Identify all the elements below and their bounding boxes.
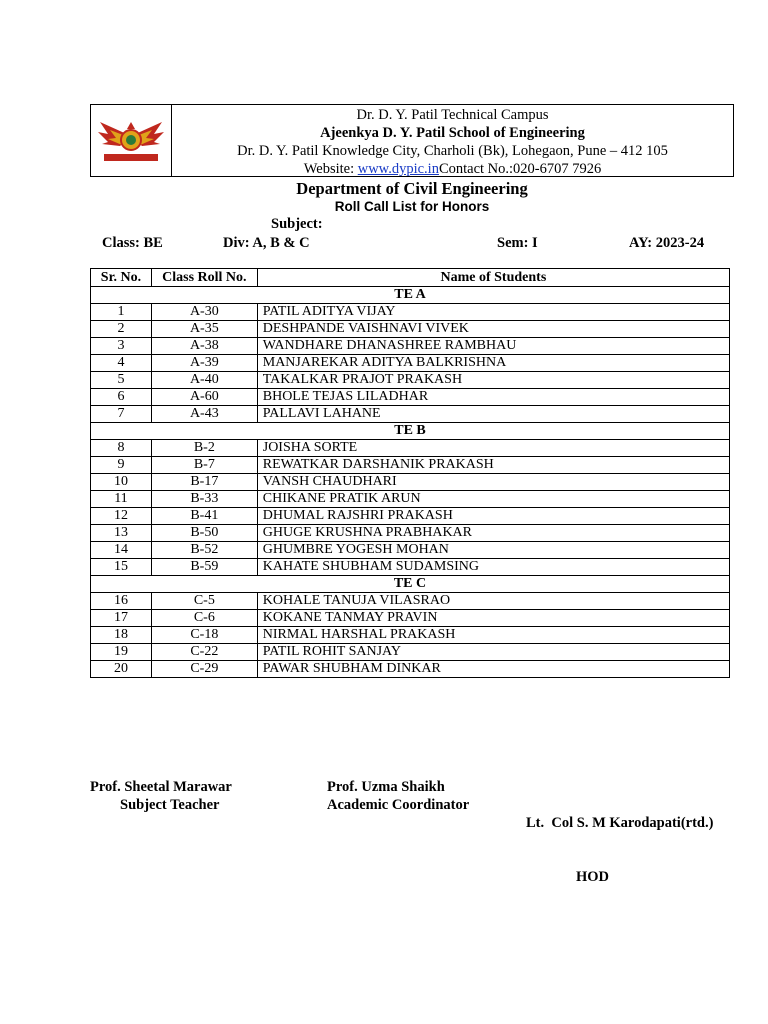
cell-roll-no: B-50: [151, 525, 257, 542]
cell-sr-no: 8: [91, 440, 152, 457]
table-row: [91, 661, 730, 678]
contact-line: [172, 160, 733, 178]
col-sr-no: Sr. No.: [91, 269, 152, 287]
cell-student-name: PALLAVI LAHANE: [257, 406, 729, 423]
cell-sr-no: 7: [91, 406, 152, 423]
section-title: TE C: [91, 576, 730, 593]
cell-roll-no: C-5: [151, 593, 257, 610]
table-row: [91, 457, 730, 474]
sem-label: Sem: I: [497, 235, 538, 251]
institution-info: [172, 105, 733, 176]
col-roll-no: Class Roll No.: [151, 269, 257, 287]
cell-student-name: BHOLE TEJAS LILADHAR: [257, 389, 729, 406]
cell-student-name: JOISHA SORTE: [257, 440, 729, 457]
school-address: Dr. D. Y. Patil Knowledge City, Charholi (Bk), Lohegaon, Pune – 412 105: [237, 143, 668, 159]
signature-role: Subject Teacher: [120, 797, 220, 813]
table-row: [91, 627, 730, 644]
cell-student-name: GHUGE KRUSHNA PRABHAKAR: [257, 525, 729, 542]
table-header-row: [91, 269, 730, 287]
cell-roll-no: B-59: [151, 559, 257, 576]
cell-student-name: WANDHARE DHANASHREE RAMBHAU: [257, 338, 729, 355]
signature-role: Academic Coordinator: [327, 797, 470, 813]
cell-roll-no: C-29: [151, 661, 257, 678]
class-label: Class: BE: [102, 235, 163, 251]
cell-roll-no: B-7: [151, 457, 257, 474]
signature-name: Lt. Col S. M Karodapati(rtd.): [526, 815, 714, 831]
cell-roll-no: C-18: [151, 627, 257, 644]
section-title: TE A: [91, 287, 730, 304]
cell-sr-no: 19: [91, 644, 152, 661]
table-row: [91, 508, 730, 525]
cell-roll-no: C-22: [151, 644, 257, 661]
cell-student-name: MANJAREKAR ADITYA BALKRISHNA: [257, 355, 729, 372]
cell-student-name: DHUMAL RAJSHRI PRAKASH: [257, 508, 729, 525]
cell-sr-no: 12: [91, 508, 152, 525]
table-row: [91, 593, 730, 610]
signature-name: Prof. Sheetal Marawar: [90, 779, 232, 795]
cell-roll-no: B-17: [151, 474, 257, 491]
cell-roll-no: B-52: [151, 542, 257, 559]
cell-roll-no: B-33: [151, 491, 257, 508]
cell-student-name: KOKANE TANMAY PRAVIN: [257, 610, 729, 627]
table-row: [91, 372, 730, 389]
table-row: [91, 304, 730, 321]
ay-label: AY: 2023-24: [629, 235, 705, 251]
div-label: Div: A, B & C: [223, 235, 310, 251]
campus-name: Dr. D. Y. Patil Technical Campus: [356, 107, 549, 123]
department-title: Department of Civil Engineering: [296, 179, 528, 198]
cell-roll-no: A-60: [151, 389, 257, 406]
cell-roll-no: A-38: [151, 338, 257, 355]
school-name: Ajeenkya D. Y. Patil School of Engineering: [320, 125, 585, 141]
section-row: [91, 576, 730, 593]
table-row: [91, 406, 730, 423]
cell-student-name: PATIL ROHIT SANJAY: [257, 644, 729, 661]
subject-label: Subject:: [271, 216, 323, 232]
table-row: [91, 474, 730, 491]
table-row: [91, 610, 730, 627]
cell-sr-no: 10: [91, 474, 152, 491]
cell-student-name: DESHPANDE VAISHNAVI VIVEK: [257, 321, 729, 338]
cell-student-name: CHIKANE PRATIK ARUN: [257, 491, 729, 508]
logo-cell: [91, 105, 172, 176]
cell-sr-no: 6: [91, 389, 152, 406]
cell-student-name: PATIL ADITYA VIJAY: [257, 304, 729, 321]
cell-sr-no: 4: [91, 355, 152, 372]
cell-roll-no: A-30: [151, 304, 257, 321]
website-label: Website:: [303, 161, 358, 177]
table-row: [91, 542, 730, 559]
cell-student-name: KOHALE TANUJA VILASRAO: [257, 593, 729, 610]
institution-header: [90, 104, 734, 177]
table-row: [91, 338, 730, 355]
cell-student-name: GHUMBRE YOGESH MOHAN: [257, 542, 729, 559]
cell-roll-no: A-39: [151, 355, 257, 372]
cell-roll-no: B-2: [151, 440, 257, 457]
section-row: [91, 423, 730, 440]
cell-sr-no: 20: [91, 661, 152, 678]
cell-student-name: PAWAR SHUBHAM DINKAR: [257, 661, 729, 678]
section-row: [91, 287, 730, 304]
table-row: [91, 559, 730, 576]
cell-student-name: KAHATE SHUBHAM SUDAMSING: [257, 559, 729, 576]
col-student-name: Name of Students: [257, 269, 729, 287]
student-table: [90, 268, 730, 678]
cell-sr-no: 16: [91, 593, 152, 610]
cell-student-name: TAKALKAR PRAJOT PRAKASH: [257, 372, 729, 389]
table-row: [91, 491, 730, 508]
dy-patil-logo: [94, 116, 168, 166]
cell-roll-no: C-6: [151, 610, 257, 627]
cell-roll-no: B-41: [151, 508, 257, 525]
cell-sr-no: 17: [91, 610, 152, 627]
table-row: [91, 321, 730, 338]
signature-academic-coordinator: [327, 778, 469, 814]
cell-sr-no: 15: [91, 559, 152, 576]
table-row: [91, 389, 730, 406]
cell-sr-no: 18: [91, 627, 152, 644]
section-title: TE B: [91, 423, 730, 440]
cell-sr-no: 14: [91, 542, 152, 559]
cell-sr-no: 3: [91, 338, 152, 355]
table-row: [91, 355, 730, 372]
contact-number: Contact No.:020-6707 7926: [438, 161, 602, 177]
cell-sr-no: 11: [91, 491, 152, 508]
cell-sr-no: 5: [91, 372, 152, 389]
table-row: [91, 525, 730, 542]
table-row: [91, 440, 730, 457]
cell-student-name: NIRMAL HARSHAL PRAKASH: [257, 627, 729, 644]
cell-roll-no: A-43: [151, 406, 257, 423]
signature-role: HOD: [576, 869, 610, 885]
signature-hod: [526, 778, 713, 922]
cell-sr-no: 2: [91, 321, 152, 338]
table-row: [91, 644, 730, 661]
cell-student-name: REWATKAR DARSHANIK PRAKASH: [257, 457, 729, 474]
list-title: Roll Call List for Honors: [334, 199, 490, 214]
website-link[interactable]: www.dypic.in: [357, 161, 439, 177]
cell-roll-no: A-35: [151, 321, 257, 338]
cell-sr-no: 13: [91, 525, 152, 542]
cell-student-name: VANSH CHAUDHARI: [257, 474, 729, 491]
table-body: [91, 287, 730, 678]
cell-roll-no: A-40: [151, 372, 257, 389]
cell-sr-no: 9: [91, 457, 152, 474]
signature-subject-teacher: [90, 778, 232, 814]
cell-sr-no: 1: [91, 304, 152, 321]
signature-name: Prof. Uzma Shaikh: [327, 779, 445, 795]
